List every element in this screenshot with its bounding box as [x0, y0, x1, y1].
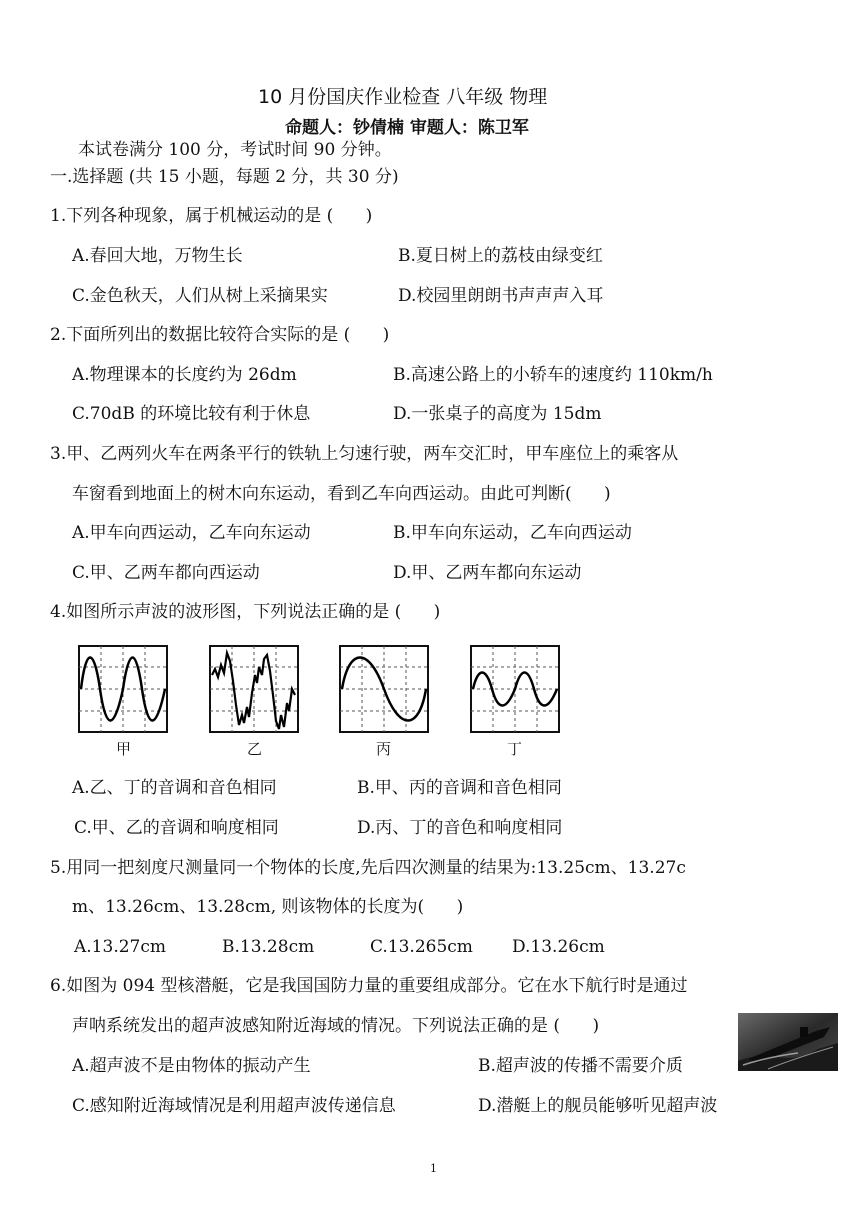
exam-intro: 本试卷满分 100 分，考试时间 90 分钟。	[78, 140, 392, 160]
question-5-stem-line-2: m、13.26cm、13.28cm, 则该物体的长度为( )	[72, 897, 464, 917]
question-3-stem-line-2: 车窗看到地面上的树木向东运动，看到乙车向西运动。由此可判断( )	[72, 484, 611, 504]
page-title: 10 月份国庆作业检查 八年级 物理	[258, 86, 548, 108]
question-5-option-d: D.13.26cm	[512, 937, 605, 957]
waveform-bing	[339, 645, 429, 733]
waveform-yi-label: 乙	[247, 740, 263, 758]
question-3-stem-line-1: 3.甲、乙两列火车在两条平行的铁轨上匀速行驶，两车交汇时，甲车座位上的乘客从	[50, 444, 679, 464]
question-1-stem: 1.下列各种现象，属于机械运动的是 ( )	[50, 206, 373, 226]
question-1-option-a: A.春回大地，万物生长	[72, 246, 243, 266]
question-3-option-a: A.甲车向西运动，乙车向东运动	[72, 523, 311, 543]
question-4-option-a: A.乙、丁的音调和音色相同	[72, 778, 277, 798]
question-3-option-c: C.甲、乙两车都向西运动	[72, 563, 260, 583]
submarine-photo	[738, 1013, 838, 1071]
question-6-stem-line-2: 声呐系统发出的超声波感知附近海域的情况。下列说法正确的是 ( )	[72, 1016, 600, 1036]
waveform-yi	[209, 645, 299, 733]
question-5-stem-line-1: 5.用同一把刻度尺测量同一个物体的长度,先后四次测量的结果为:13.25cm、13.27c	[50, 858, 686, 878]
waveform-jia-label: 甲	[116, 740, 132, 758]
question-3-option-d: D.甲、乙两车都向东运动	[393, 563, 582, 583]
question-4-option-c: C.甲、乙的音调和响度相同	[74, 818, 279, 838]
question-1-option-d: D.校园里朗朗书声声声入耳	[398, 286, 604, 306]
question-4-stem: 4.如图所示声波的波形图，下列说法正确的是 ( )	[50, 602, 441, 622]
question-6-option-c: C.感知附近海域情况是利用超声波传递信息	[72, 1096, 396, 1116]
waveform-ding-label: 丁	[507, 740, 523, 758]
question-5-option-a: A.13.27cm	[74, 937, 166, 957]
question-2-option-b: B.高速公路上的小轿车的速度约 110km/h	[393, 365, 713, 385]
question-5-option-c: C.13.265cm	[370, 937, 473, 957]
question-2-stem: 2.下面所列出的数据比较符合实际的是 ( )	[50, 325, 390, 345]
question-5-option-b: B.13.28cm	[222, 937, 315, 957]
question-2-option-a: A.物理课本的长度约为 26dm	[72, 365, 297, 385]
section-heading: 一.选择题 (共 15 小题，每题 2 分，共 30 分)	[50, 167, 399, 187]
question-6-option-b: B.超声波的传播不需要介质	[478, 1056, 683, 1076]
waveform-jia	[78, 645, 168, 733]
question-2-option-c: C.70dB 的环境比较有利于休息	[72, 404, 311, 424]
question-2-option-d: D.一张桌子的高度为 15dm	[393, 404, 602, 424]
question-6-option-d: D.潜艇上的舰员能够听见超声波	[478, 1096, 718, 1116]
question-1-option-c: C.金色秋天，人们从树上采摘果实	[72, 286, 328, 306]
waveform-ding	[470, 645, 560, 733]
question-4-option-b: B.甲、丙的音调和音色相同	[357, 778, 562, 798]
waveform-bing-label: 丙	[376, 740, 392, 758]
page-number: 1	[430, 1162, 437, 1175]
authors-line: 命题人：钞倩楠 审题人：陈卫军	[285, 118, 529, 138]
question-1-option-b: B.夏日树上的荔枝由绿变红	[398, 246, 603, 266]
question-4-option-d: D.丙、丁的音色和响度相同	[357, 818, 563, 838]
question-6-stem-line-1: 6.如图为 094 型核潜艇，它是我国国防力量的重要组成部分。它在水下航行时是通过	[50, 976, 688, 996]
question-3-option-b: B.甲车向东运动，乙车向西运动	[393, 523, 632, 543]
question-6-option-a: A.超声波不是由物体的振动产生	[72, 1056, 311, 1076]
